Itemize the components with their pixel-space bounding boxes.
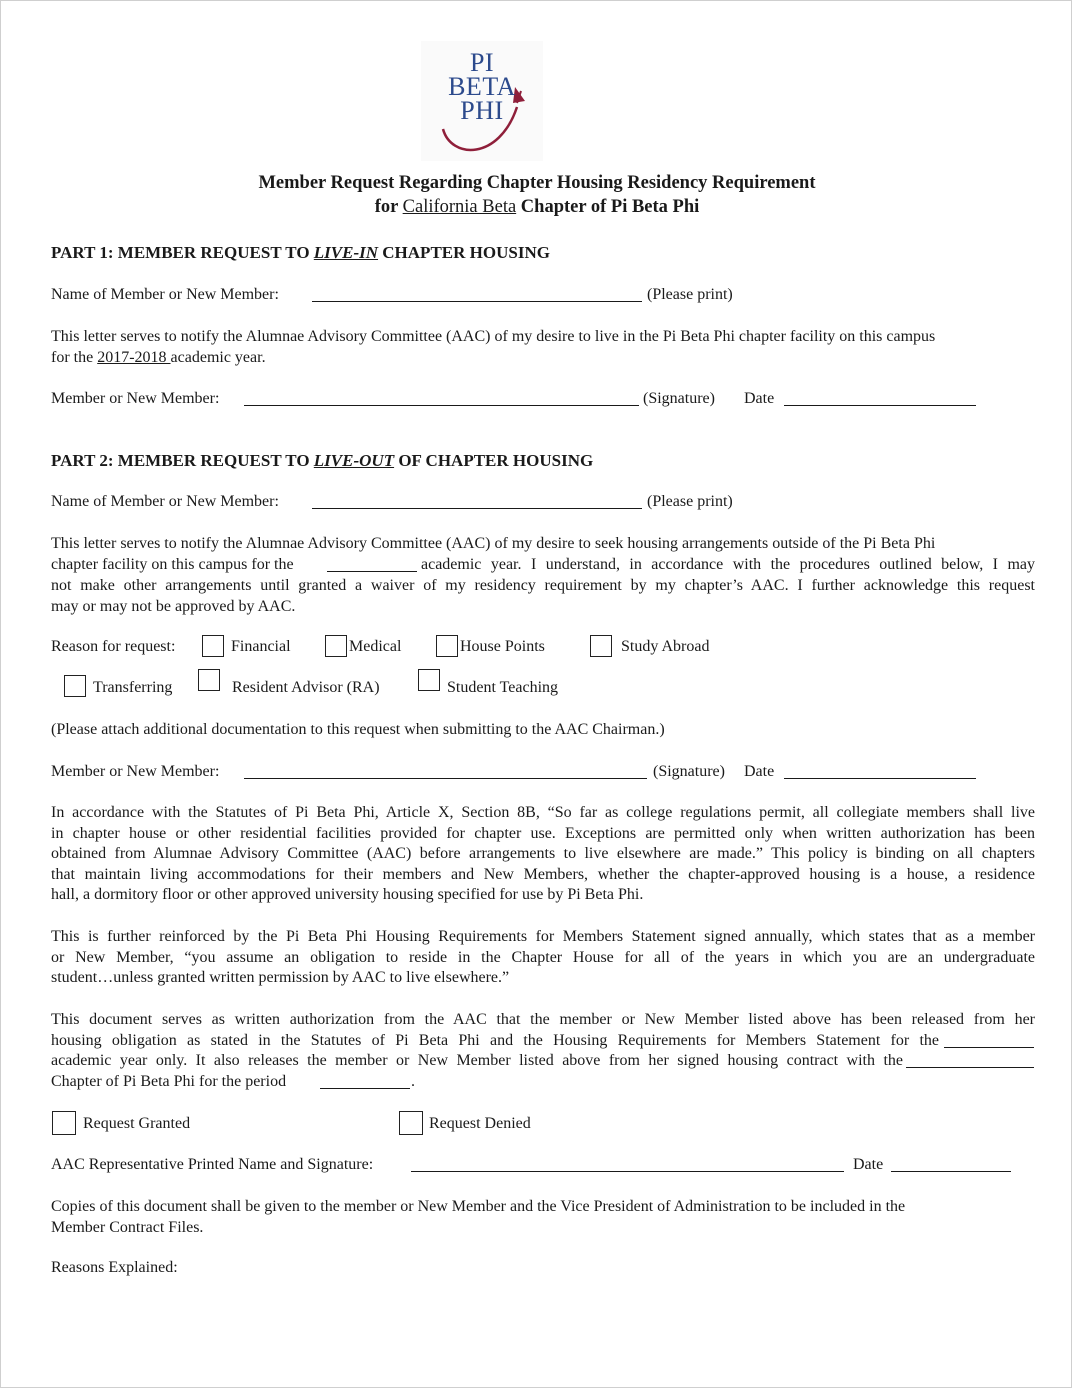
part1-name-field[interactable] <box>312 301 642 302</box>
part1-date-field[interactable] <box>784 405 976 406</box>
reason-label: Reason for request: <box>51 638 176 655</box>
authorization-line3: academic year only. It also releases the member or New Member listed above from her signed housing contract with the <box>51 1052 903 1069</box>
checkbox-resident-advisor[interactable] <box>198 669 220 691</box>
part2-signature-hint: (Signature) <box>653 763 725 780</box>
request-denied-label: Request Denied <box>429 1115 531 1132</box>
part2-notice-line1: This letter serves to notify the Alumnae Advisory Committee (AAC) of my desire to seek housing arrangements outside of the Pi Beta Phi <box>51 535 936 552</box>
checkbox-request-denied[interactable] <box>399 1111 423 1135</box>
checkbox-student-teaching[interactable] <box>418 669 440 691</box>
authorization-line1: This document serves as written authorization from the AAC that the member or New Member listed above has been released from her <box>51 1011 1035 1028</box>
logo-line-phi: PHI <box>460 96 504 125</box>
part1-notice-line2 <box>51 348 266 369</box>
part1-date-label: Date <box>744 390 775 407</box>
part1-member-label: Member or New Member: <box>51 390 220 407</box>
part1-notice-pre: for the <box>51 349 98 366</box>
authorization-chapter-field[interactable] <box>906 1067 1034 1068</box>
part1-heading-em: LIVE-IN <box>313 243 379 262</box>
statutes-p1-line: In accordance with the Statutes of Pi Beta Phi, Article X, Section 8B, “So far as college regulations permit, all collegiate members shall live <box>51 804 1035 821</box>
checkbox-study-abroad-label: Study Abroad <box>621 638 710 655</box>
authorization-period-end: . <box>411 1073 415 1090</box>
part2-date-label: Date <box>744 763 775 780</box>
part2-name-label: Name of Member or New Member: <box>51 493 279 510</box>
subtitle-prefix: for <box>374 197 403 217</box>
part2-notice-rest <box>51 576 1035 617</box>
part1-notice-post: academic year. <box>170 349 266 366</box>
authorization-line4 <box>51 1072 286 1093</box>
checkbox-request-granted[interactable] <box>52 1111 76 1135</box>
checkbox-student-teaching-label: Student Teaching <box>447 679 559 696</box>
checkbox-transferring-label: Transferring <box>93 679 173 696</box>
part2-notice-line2-pre: chapter facility on this campus for the <box>51 556 294 573</box>
part2-name-hint: (Please print) <box>647 493 733 510</box>
checkbox-medical-label: Medical <box>349 638 402 655</box>
part2-notice-line4: may or may not be approved by AAC. <box>51 597 296 615</box>
authorization-year-field[interactable] <box>944 1047 1034 1048</box>
attach-note: (Please attach additional documentation to this request when submitting to the AAC Chairman.) <box>51 721 665 738</box>
part1-notice <box>51 327 1035 348</box>
form-title: Member Request Regarding Chapter Housing Residency Requirement <box>258 173 816 193</box>
statutes-p2-line: student…unless granted written permission by AAC to live elsewhere.” <box>51 969 510 986</box>
part1-heading-pre: PART 1: MEMBER REQUEST TO <box>51 243 314 262</box>
request-granted-label: Request Granted <box>83 1115 191 1132</box>
statutes-p2-line: This is further reinforced by the Pi Beta Phi Housing Requirements for Members Statement signed annually, which states that as a member <box>51 928 1035 945</box>
part1-academic-year[interactable]: 2017-2018 <box>97 349 171 366</box>
part2-heading <box>51 451 593 471</box>
part2-heading-pre: PART 2: MEMBER REQUEST TO <box>51 451 314 470</box>
statutes-p1-line: in chapter house or other residential facilities provided for chapter use. Exceptions are permitted only when written authorization has been <box>51 824 1035 842</box>
authorization-line2: housing obligation as stated in the Statutes of Pi Beta Phi and the Housing Requirements for Members Statement for the <box>51 1032 939 1049</box>
checkbox-study-abroad[interactable] <box>590 635 612 657</box>
part2-date-field[interactable] <box>784 778 976 779</box>
statutes-p2-line: or New Member, “you assume an obligation to reside in the Chapter House for all of the years in which you are an undergraduate <box>51 948 1035 966</box>
part2-notice-line2-post: academic year. I understand, in accordance with the procedures outlined below, I may <box>421 556 1035 573</box>
statutes-p1-line: obtained from Alumnae Advisory Committee (AAC) before arrangements to live elsewhere are made.” This policy is binding on all chapters <box>51 845 1035 862</box>
checkbox-financial-label: Financial <box>231 638 291 655</box>
checkbox-house-points[interactable] <box>436 635 458 657</box>
part2-name-field[interactable] <box>312 508 642 509</box>
aac-date-field[interactable] <box>891 1171 1011 1172</box>
authorization-period-label: Chapter of Pi Beta Phi for the period <box>51 1073 287 1090</box>
checkbox-resident-advisor-label: Resident Advisor (RA) <box>232 679 380 696</box>
part2-notice <box>51 534 1035 555</box>
reinforcement-paragraph <box>51 927 1035 989</box>
part2-signature-field[interactable] <box>244 778 647 779</box>
subtitle-suffix: Chapter of Pi Beta Phi <box>516 197 700 217</box>
form-subtitle <box>1 197 1072 218</box>
part1-notice-line1: This letter serves to notify the Alumnae Advisory Committee (AAC) of my desire to live in the Pi Beta Phi chapter facility on this campus <box>51 328 936 345</box>
logo-line-beta: BETA <box>448 72 516 101</box>
part1-heading-post: CHAPTER HOUSING <box>378 243 550 262</box>
statutes-paragraph <box>51 803 1035 906</box>
part2-heading-post: OF CHAPTER HOUSING <box>394 451 594 470</box>
part2-year-field[interactable] <box>327 571 417 572</box>
part2-heading-em: LIVE-OUT <box>313 451 395 470</box>
checkbox-house-points-label: House Points <box>460 638 545 655</box>
copies-line: Copies of this document shall be given to the member or New Member and the Vice President of Administration to be included in the <box>51 1198 906 1215</box>
part1-name-label: Name of Member or New Member: <box>51 286 279 303</box>
authorization-period-field[interactable] <box>320 1088 410 1089</box>
part1-signature-hint: (Signature) <box>643 390 715 407</box>
checkbox-transferring[interactable] <box>64 675 86 697</box>
statutes-p1-line: that maintain living accommodations for their members and New Members, whether the chapter-approved housing is a house, a residence <box>51 865 1035 883</box>
part1-signature-field[interactable] <box>244 405 639 406</box>
chapter-name: California Beta <box>402 197 517 217</box>
part2-member-label: Member or New Member: <box>51 763 220 780</box>
part1-heading <box>51 243 550 263</box>
aac-signature-field[interactable] <box>411 1171 844 1172</box>
part2-notice-line3: not make other arrangements until granted a waiver of my residency requirement by my chapter’s AAC. I further acknowledge this request <box>51 577 1035 594</box>
checkbox-medical[interactable] <box>325 635 347 657</box>
aac-date-label: Date <box>853 1156 884 1173</box>
part1-name-hint: (Please print) <box>647 286 733 303</box>
checkbox-financial[interactable] <box>202 635 224 657</box>
reasons-explained-label: Reasons Explained: <box>51 1259 178 1276</box>
copies-line: Member Contract Files. <box>51 1218 204 1236</box>
aac-signature-label: AAC Representative Printed Name and Signature: <box>51 1156 374 1173</box>
pi-beta-phi-logo <box>421 41 543 161</box>
statutes-p1-line: hall, a dormitory floor or other approved university housing specified for use by Pi Beta Phi. <box>51 886 644 903</box>
logo-line-pi: PI <box>469 48 495 77</box>
copies-paragraph <box>51 1197 1035 1238</box>
